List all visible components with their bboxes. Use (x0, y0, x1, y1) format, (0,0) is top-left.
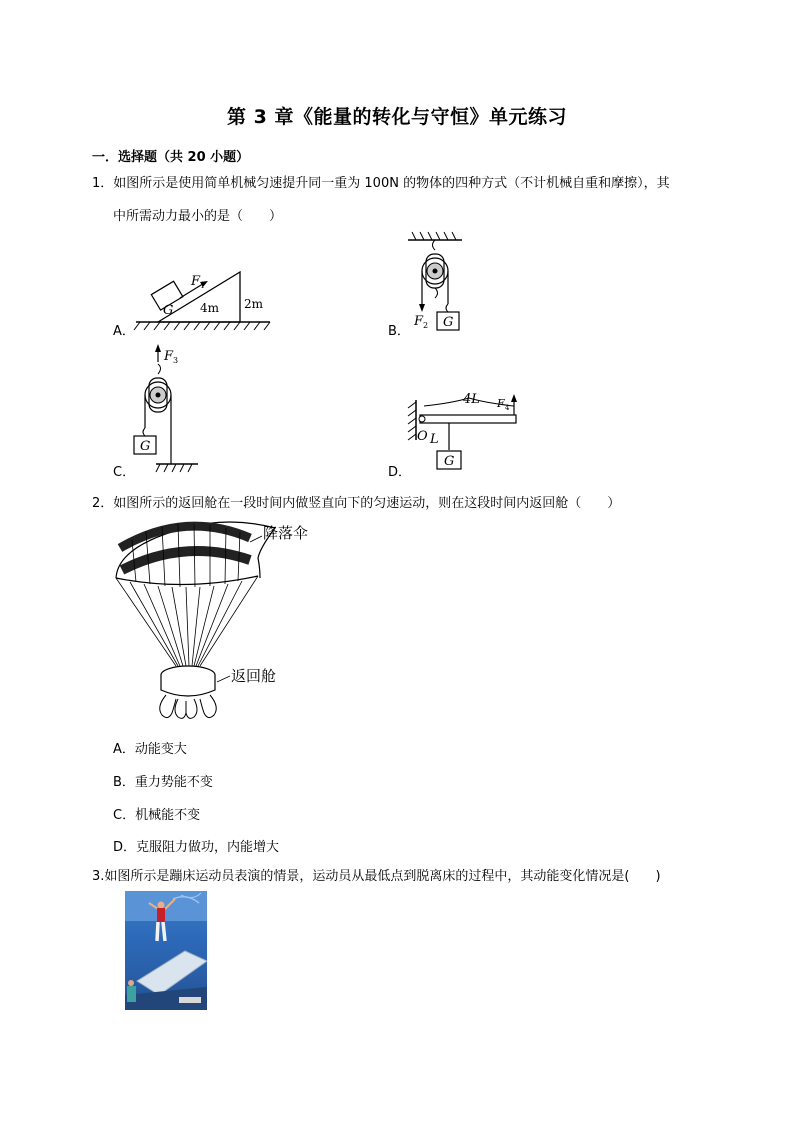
figure-a-incline (130, 238, 280, 338)
question-3-text: 3.如图所示是蹦床运动员表演的情景，运动员从最低点到脱离床的过程中，其动能变化情况是( ) (92, 869, 661, 884)
q2-option-c: C．机械能不变 (113, 808, 201, 823)
fig-d-f-label: F (497, 397, 505, 410)
trampoline-photo (125, 891, 207, 1010)
fig-d-o-label: O (417, 429, 428, 444)
q2-option-b: B．重力势能不变 (113, 775, 213, 790)
figure-d-lever (400, 384, 530, 476)
q2-option-a: A．动能变大 (113, 742, 187, 757)
question-2-text: 2．如图所示的返回舱在一段时间内做竖直向下的匀速运动，则在这段时间内返回舱（ ） (92, 496, 621, 511)
option-c-label: C． (113, 465, 136, 480)
fig-c-f-sub: 3 (173, 356, 179, 365)
figure-c-movable-pulley (128, 342, 208, 474)
figure-q2-parachute (110, 518, 320, 728)
fig-a-g-label: G (163, 303, 174, 318)
fig-a-f-sub: 1 (200, 281, 206, 290)
capsule-label: 返回舱 (231, 667, 277, 685)
fig-c-g-label: G (140, 439, 151, 454)
fig-d-f-sub: 4 (505, 404, 510, 412)
page-title: 第 3 章《能量的转化与守恒》单元练习 (227, 106, 567, 128)
fig-d-long-label: 4L (463, 392, 480, 407)
option-b-label: B． (388, 324, 410, 339)
parachute-label: 降落伞 (263, 524, 309, 542)
fig-a-f-label: F (191, 274, 201, 289)
section-heading: 一．选择题（共 20 小题） (92, 150, 250, 165)
fig-b-f-sub: 2 (423, 321, 429, 330)
option-a-label: A． (113, 324, 135, 339)
fig-a-height-label: 2m (244, 297, 264, 311)
fig-b-f-label: F (414, 314, 424, 329)
fig-c-f-label: F (164, 349, 174, 364)
option-d-label: D． (388, 465, 412, 480)
fig-d-g-label: G (444, 454, 455, 469)
trampoline-scene (125, 891, 207, 1010)
fig-d-short-label: L (430, 432, 439, 447)
figure-b-fixed-pulley (400, 226, 480, 336)
q2-option-d: D．克服阻力做功，内能增大 (113, 840, 280, 855)
question-1-text-line1: 1．如图所示是使用简单机械匀速提升同一重为 100N 的物体的四种方式（不计机械自重和摩擦），其 (92, 176, 670, 191)
fig-a-length-label: 4m (200, 301, 220, 315)
question-1-text-line2: 中所需动力最小的是（ ） (113, 209, 283, 224)
fig-b-g-label: G (443, 315, 454, 330)
